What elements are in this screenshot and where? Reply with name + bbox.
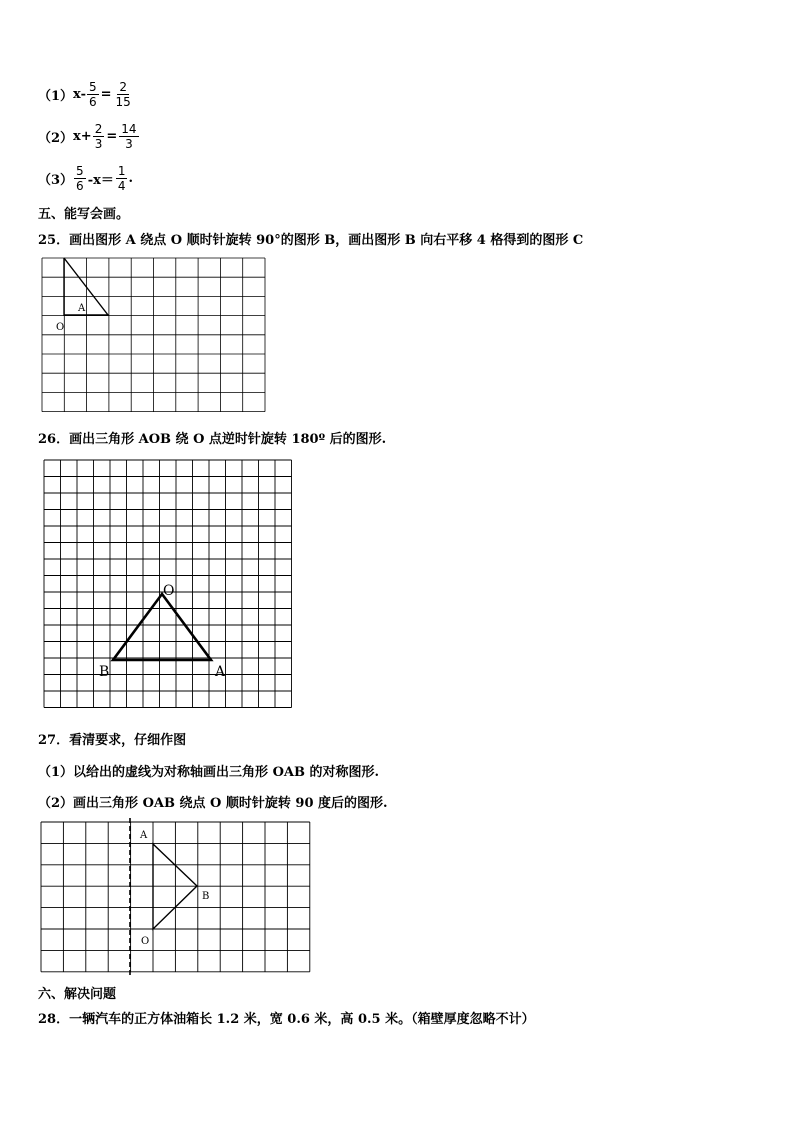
equation-operator: -x＝ [87,173,114,188]
equation-left: x+ [73,129,92,144]
question-25: 25．画出图形 A 绕点 O 顺时针旋转 90°的图形 B，画出图形 B 向右平移 4 格得到的图形 C [38,233,584,248]
equation-operator: = [100,87,112,102]
question-26: 26．画出三角形 AOB 绕 O 点逆时针旋转 180º 后的图形. [38,432,387,447]
question-27: 27．看清要求，仔细作图 [38,733,187,748]
question-27-sub2: （2）画出三角形 OAB 绕点 O 顺时针旋转 90 度后的图形. [38,796,388,811]
fraction: $\frac{14}{3}$ [121,122,137,151]
label-A: A [78,303,86,314]
fraction: $\frac{2}{15}$ [115,80,131,109]
equation-number: （3） [38,173,74,188]
question-28: 28．一辆汽车的正方体油箱长 1.2 米，宽 0.6 米，高 0.5 米。（箱壁厚度忽略不计） [38,1012,535,1027]
label-O: O [141,936,150,947]
equation-operator: = [106,129,118,144]
equation-tail: . [128,171,134,186]
label-O: O [163,583,175,599]
label-B: B [202,891,210,902]
label-A: A [215,664,226,680]
label-O: O [56,322,65,333]
fraction: $\frac{1}{4}$ [117,164,126,193]
equation-number: （2） [38,131,74,146]
equation-left: x- [73,87,86,102]
section-6-heading: 六、解决问题 [38,987,117,1002]
equation-number: （1） [38,89,74,104]
fraction: $\frac{2}{3}$ [94,122,103,151]
section-5-heading: 五、能写会画。 [38,207,130,222]
label-A: A [140,830,148,841]
label-B: B [99,664,110,680]
question-27-sub1: （1）以给出的虚线为对称轴画出三角形 OAB 的对称图形. [38,765,380,780]
fraction: $\frac{5}{6}$ [88,80,97,109]
fraction: $\frac{5}{6}$ [76,164,84,193]
